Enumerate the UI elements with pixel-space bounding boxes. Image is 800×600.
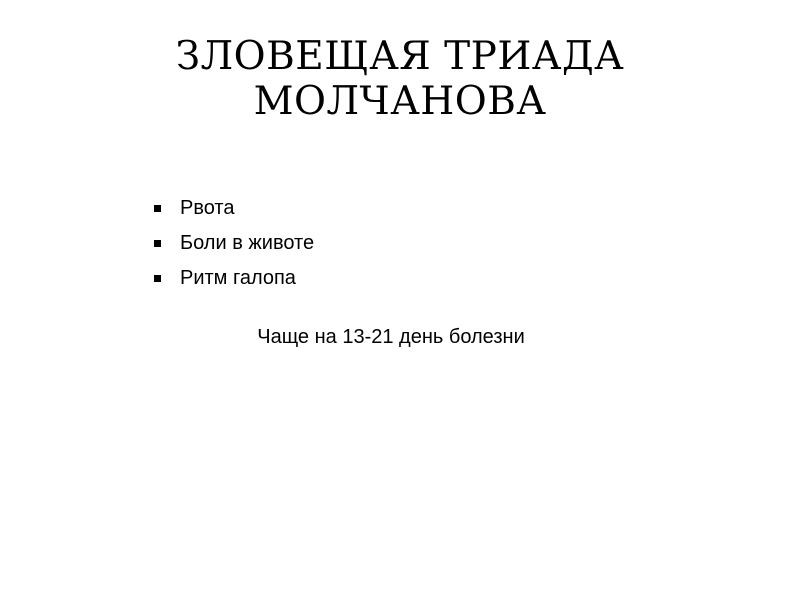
list-item-text: Ритм галопа [180,267,296,289]
list-item [154,228,314,263]
list-item [154,193,314,228]
list-item [154,263,314,298]
square-bullet-icon [154,240,161,247]
symptom-list [154,193,314,298]
title-line-2: МОЛЧАНОВА [253,79,547,124]
slide-title [80,34,720,124]
footnote-text: Чаще на 13-21 день болезни [257,326,525,348]
list-item-text: Рвота [180,197,235,219]
square-bullet-icon [154,275,161,282]
list-item-text: Боли в животе [180,232,315,254]
title-line-1: ЗЛОВЕЩАЯ ТРИАДА [175,34,625,79]
square-bullet-icon [154,205,161,212]
